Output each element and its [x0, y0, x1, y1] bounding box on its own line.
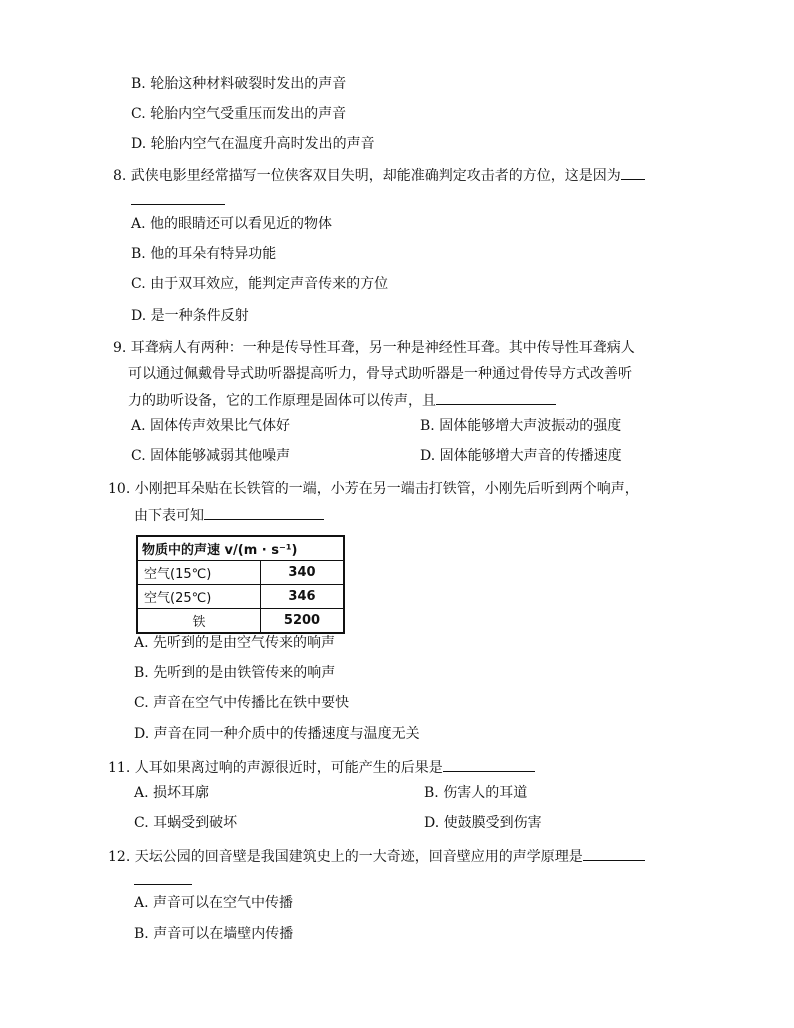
q9-stem-line3: [128, 390, 556, 411]
q9-answer-blank: [436, 390, 556, 405]
table-cell-medium: 铁: [137, 609, 261, 634]
q9-option-b: B. 固体能够增大声波振动的强度: [420, 418, 622, 434]
q12-answer-blank: [583, 846, 645, 861]
table-header: 物质中的声速 v/(m · s⁻¹): [137, 536, 344, 561]
q7-option-c: C. 轮胎内空气受重压而发出的声音: [131, 106, 347, 122]
q9-stem-line2: 可以通过佩戴骨导式助听器提高听力，骨导式助听器是一种通过骨传导方式改善听: [128, 366, 632, 382]
table-header-row: [137, 536, 344, 561]
q7-option-b: B. 轮胎这种材料破裂时发出的声音: [131, 76, 347, 92]
q10-answer-blank: [204, 505, 324, 520]
q9-option-d: D. 固体能够增大声音的传播速度: [420, 448, 622, 464]
q8-stem: [113, 165, 645, 186]
q12-option-b: B. 声音可以在墙壁内传播: [134, 926, 294, 942]
q10-stem-line2: [134, 505, 324, 526]
table-cell-medium: 空气(25℃): [137, 585, 261, 609]
q9-stem-line1: 9. 耳聋病人有两种：一种是传导性耳聋，另一种是神经性耳聋。其中传导性耳聋病人: [113, 340, 635, 356]
q11-stem: [108, 757, 535, 778]
q8-option-c: C. 由于双耳效应，能判定声音传来的方位: [131, 276, 389, 292]
q8-option-a: A. 他的眼睛还可以看见近的物体: [131, 216, 333, 232]
q10-stem-line2-text: 由下表可知: [134, 508, 204, 524]
q10-stem-line1: 10. 小刚把耳朵贴在长铁管的一端，小芳在另一端击打铁管，小刚先后听到两个响声，: [108, 481, 639, 497]
q11-option-a: A. 损坏耳廓: [134, 785, 210, 801]
q10-option-b: B. 先听到的是由铁管传来的响声: [134, 665, 336, 681]
sound-speed-table: [136, 535, 345, 634]
q10-option-d: D. 声音在同一种介质中的传播速度与温度无关: [134, 726, 420, 742]
q11-stem-text: 11. 人耳如果离过响的声源很近时，可能产生的后果是: [108, 760, 443, 776]
q9-option-c: C. 固体能够减弱其他噪声: [131, 448, 291, 464]
q8-stem-text: 8. 武侠电影里经常描写一位侠客双目失明，却能准确判定攻击者的方位，这是因为: [113, 168, 621, 184]
q12-answer-blank-line: [134, 870, 192, 885]
q9-stem-line3-text: 力的助听设备，它的工作原理是固体可以传声，且: [128, 393, 436, 409]
table-cell-speed: 5200: [261, 609, 345, 634]
table-cell-speed: 346: [261, 585, 345, 609]
q12-option-a: A. 声音可以在空气中传播: [134, 895, 294, 911]
table-row: [137, 585, 344, 609]
table-row: [137, 561, 344, 585]
q12-stem-text: 12. 天坛公园的回音壁是我国建筑史上的一大奇迹，回音壁应用的声学原理是: [108, 849, 583, 865]
q7-option-d: D. 轮胎内空气在温度升高时发出的声音: [131, 136, 375, 152]
q11-option-b: B. 伤害人的耳道: [424, 785, 528, 801]
table-cell-speed: 340: [261, 561, 345, 585]
q8-option-b: B. 他的耳朵有特异功能: [131, 246, 277, 262]
q11-option-c: C. 耳蜗受到破坏: [134, 815, 238, 831]
q10-option-a: A. 先听到的是由空气传来的响声: [134, 635, 336, 651]
q11-answer-blank: [443, 757, 535, 772]
q8-answer-blank-line: [131, 190, 225, 205]
q11-option-d: D. 使鼓膜受到伤害: [424, 815, 542, 831]
table-row: [137, 609, 344, 634]
q12-stem: [108, 846, 645, 867]
table-cell-medium: 空气(15℃): [137, 561, 261, 585]
q8-answer-blank: [621, 165, 645, 180]
q9-option-a: A. 固体传声效果比气体好: [131, 418, 291, 434]
q8-option-d: D. 是一种条件反射: [131, 308, 249, 324]
q12-answer-blank-cont: [134, 870, 192, 891]
q10-option-c: C. 声音在空气中传播比在铁中要快: [134, 695, 350, 711]
q8-answer-blank-cont: [131, 190, 225, 211]
